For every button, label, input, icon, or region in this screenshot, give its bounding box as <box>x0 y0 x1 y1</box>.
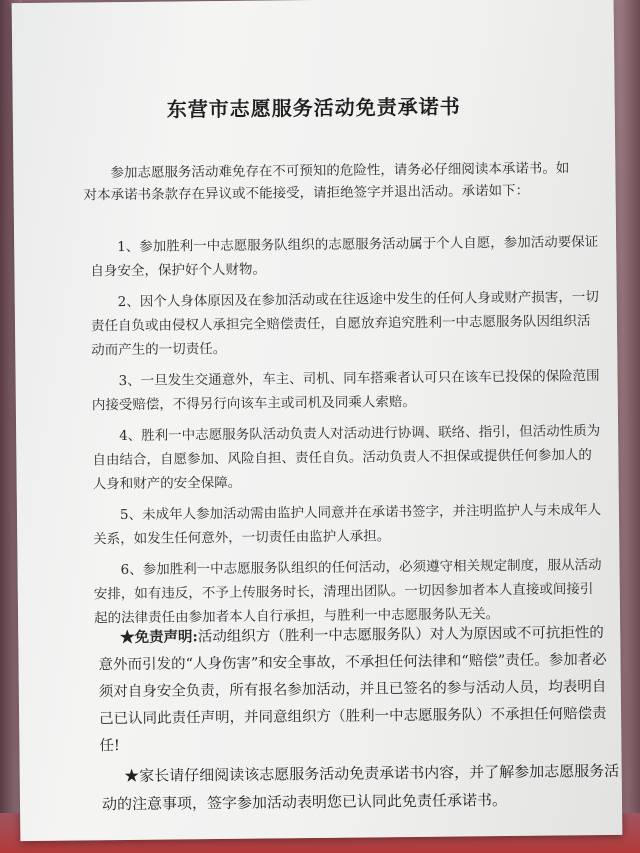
commitment-item-3: 3、一旦发生交通意外，车主、司机、同车搭乘者认可只在该车已投保的保险范围内接受赔偿，不得另行向该车主或司机及同乘人索赔。 <box>91 368 600 414</box>
document-title: 东营市志愿服务活动免责承诺书 <box>166 94 461 122</box>
commitment-item-6: 6、参加胜利一中志愿服务队组织的任何活动，必须遵守相关规定制度，服从活动安排，如有违反，不予上传服务时长，清理出团队。一切因参加者本人直接或间接引起的法律责任由参加者本人自行承担，与胜利一中志愿服务队无关。 <box>93 557 602 627</box>
commitment-items <box>90 230 604 637</box>
disclaimer-text: 活动组织方（胜利一中志愿服务队）对人为原因或不可抗拒性的意外而引发的“人身伤害”和安全事故，不承担任何法律和“赔偿”责任。参加者必须对自身安全负责，所有报名参加活动，并且已签名的参与活动人员，均表明自己已认同此责任声明，并同意组织方（胜利一中志愿服务队）不承担任何赔偿责任! <box>98 624 607 755</box>
intro-paragraph: 参加志愿服务活动难免存在不可预知的危险性，请务必仔细阅读本承诺书。如对本承诺书条款存在异议或不能接受，请拒绝签字并退出活动。承诺如下： <box>83 160 570 204</box>
commitment-item-1: 1、参加胜利一中志愿服务队组织的志愿服务活动属于个人自愿，参加活动要保证自身安全，保护好个人财物。 <box>90 234 599 280</box>
parent-note-section <box>102 757 623 818</box>
commitment-item-5: 5、未成年人参加活动需由监护人同意并在承诺书签字，并注明监护人与未成年人关系，如发生任何意外，一切责任由监护人承担。 <box>93 502 602 548</box>
disclaimer-paragraph <box>98 619 611 760</box>
parent-note: ★家长请仔细阅读该志愿服务活动免责承诺书内容，并了解参加志愿服务活动的注意事项，签字参加活动表明您已认同此免责任承诺书。 <box>101 761 620 814</box>
commitment-item-2: 2、因个人身体原因及在参加活动或在往返途中发生的任何人身或财产损害，一切责任自负或由侵权人承担完全赔偿责任，自愿放弃追究胜利一中志愿服务队因组织活动而产生的一切责任。 <box>90 289 599 359</box>
paper-sheet <box>12 0 623 841</box>
commitment-item-4: 4、胜利一中志愿服务队活动负责人对活动进行协调、联络、指引，但活动性质为自由结合，自愿参加、风险自担、责任自负。活动负责人不担保或提供任何参加人的人身和财产的安全保障。 <box>92 423 601 493</box>
disclaimer-label: ★免责声明: <box>119 628 198 647</box>
intro-section <box>83 157 573 206</box>
disclaimer-section <box>98 619 611 760</box>
